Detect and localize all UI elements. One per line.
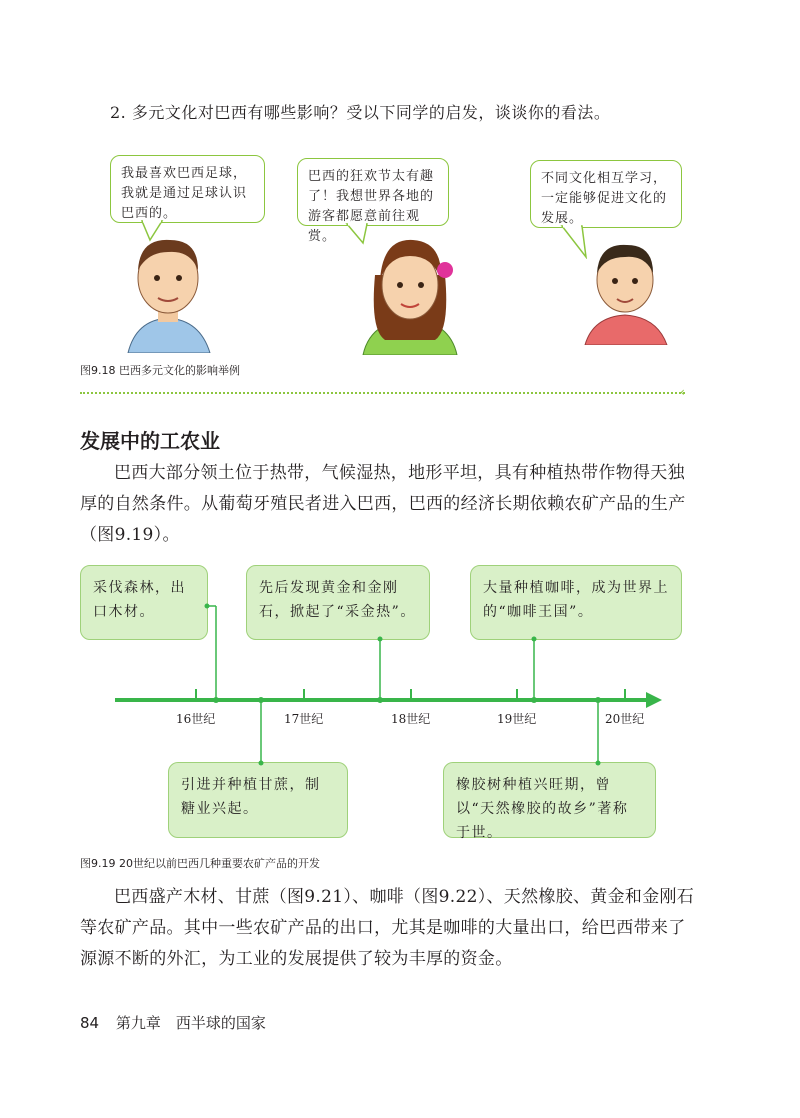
section-title: 发展中的工农业 (80, 429, 220, 453)
century-label-17: 17世纪 (284, 712, 324, 726)
timeline-text-coffee: 大量种植咖啡，成为世界上的“咖啡王国”。 (483, 580, 669, 620)
divider-end-icon: ‹ (680, 385, 685, 399)
page-number: 84 (80, 1014, 100, 1032)
century-label-18: 18世纪 (391, 712, 431, 726)
timeline-text-gold: 先后发现黄金和金刚石，掀起了“采金热”。 (259, 580, 416, 620)
century-label-20: 20世纪 (605, 712, 645, 726)
figure-9-18-caption: 图9.18 巴西多元文化的影响举例 (80, 364, 240, 377)
discussion-question: 2. 多元文化对巴西有哪些影响？受以下同学的启发，谈谈你的看法。 (110, 103, 611, 122)
timeline-arrowhead (646, 692, 662, 708)
paragraph-intro: 巴西大部分领土位于热带，气候湿热，地形平坦，具有种植热带作物得天独厚的自然条件。从葡萄牙殖民者进入巴西，巴西的经济长期依赖农矿产品的生产（图9.19）。 (80, 463, 686, 545)
paragraph-products: 巴西盛产木材、甘蔗（图9.21）、咖啡（图9.22）、天然橡胶、黄金和金刚石等农矿产品。其中一些农矿产品的出口，尤其是咖啡的大量出口，给巴西带来了源源不断的外汇，为工业的发展提供了较为丰厚的资金。 (80, 887, 695, 969)
century-label-16: 16世纪 (176, 712, 216, 726)
timeline-text-timber: 采伐森林，出口木材。 (93, 580, 186, 620)
speech-text-carnival: 巴西的狂欢节太有趣了！我想世界各地的游客都愿意前往观赏。 (308, 169, 435, 244)
century-label-19: 19世纪 (497, 712, 537, 726)
page-footer (80, 1012, 266, 1033)
speech-text-football: 我最喜欢巴西足球，我就是通过足球认识巴西的。 (121, 166, 248, 221)
chapter-title: 第九章 西半球的国家 (115, 1014, 266, 1032)
figure-9-19-caption: 图9.19 20世纪以前巴西几种重要农矿产品的开发 (80, 857, 320, 870)
timeline-text-rubber: 橡胶树种植兴旺期，曾以“天然橡胶的故乡”著称于世。 (456, 777, 629, 841)
speech-text-culture: 不同文化相互学习，一定能够促进文化的发展。 (541, 171, 668, 226)
timeline-text-sugarcane: 引进并种植甘蔗，制糖业兴起。 (181, 777, 321, 817)
